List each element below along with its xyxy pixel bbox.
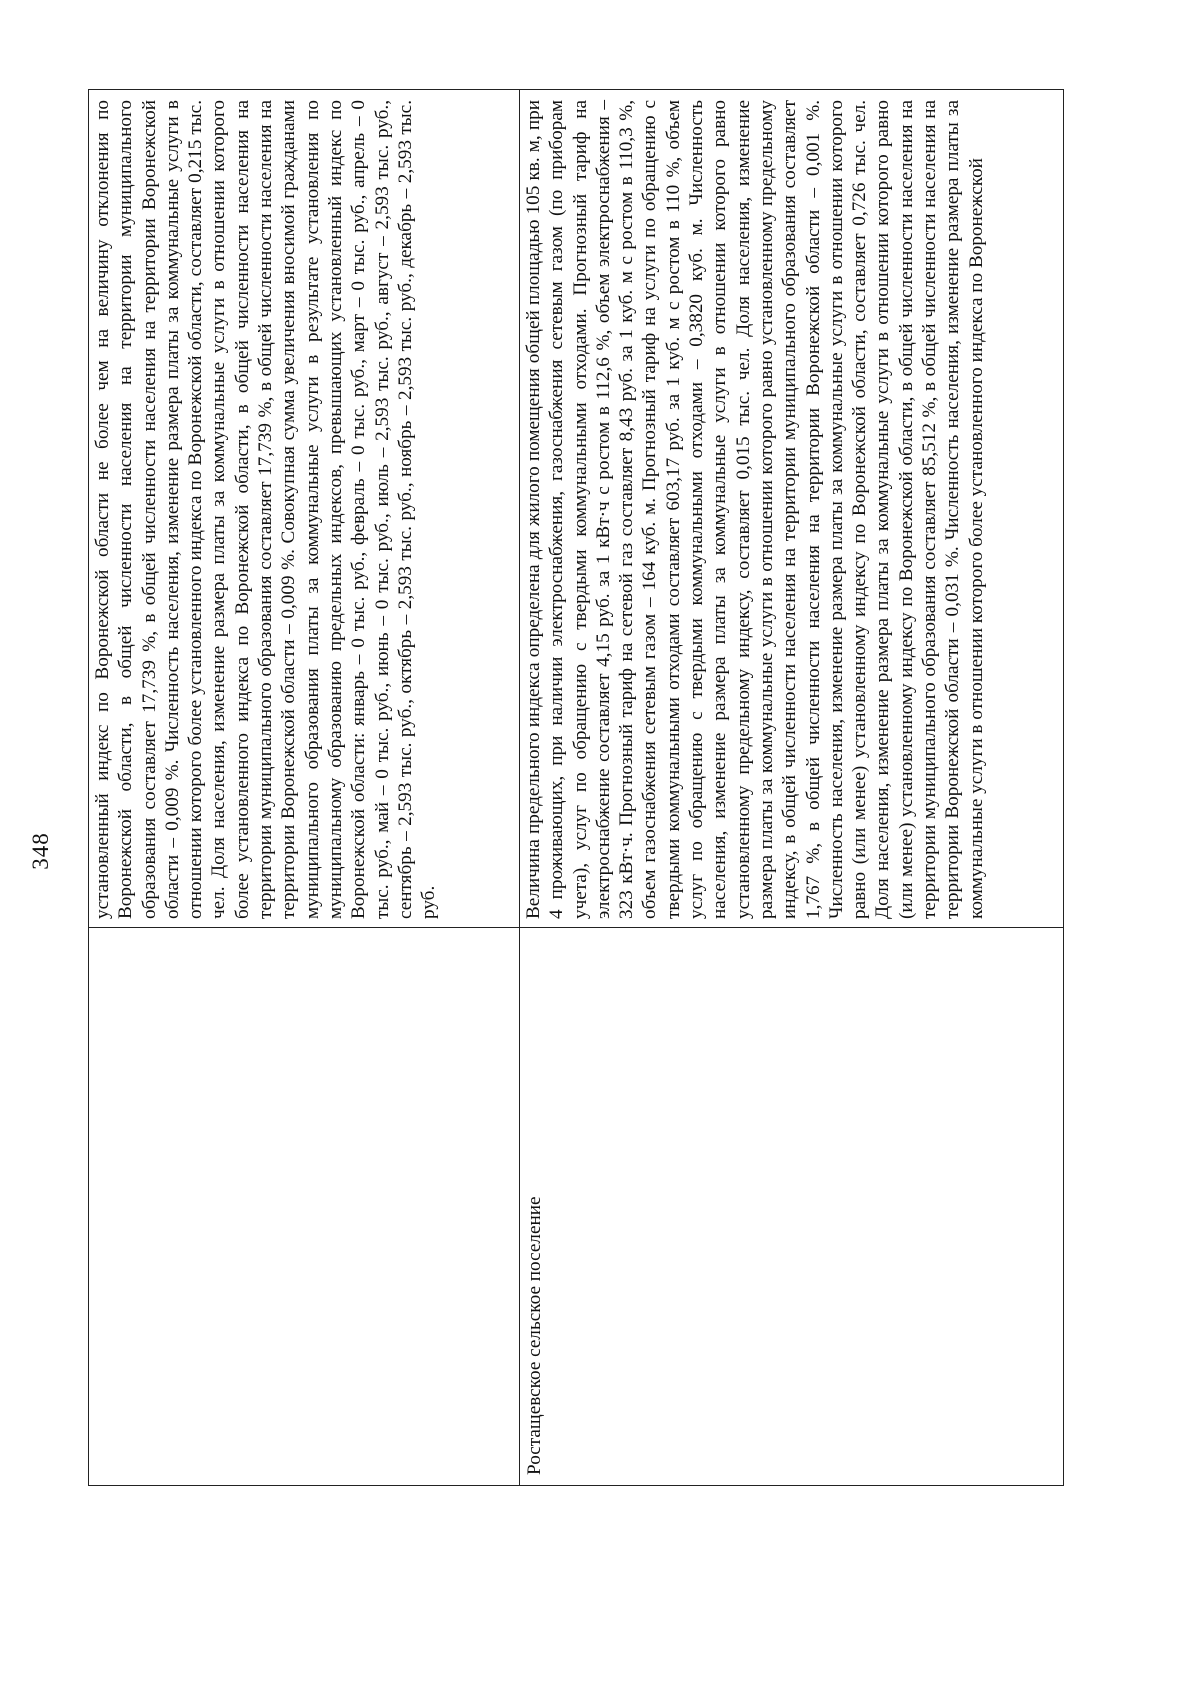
description-cell: Величина предельного индекса определена для жилого помещения общей площадью 105 кв. м, при 4 проживающих, при наличии электроснабжения, газоснабжения сетевым газом (по приборам учета), услуг по обращению с твердыми коммунальными отходами. Прогнозный тариф на электроснабжение составляет 4,15 руб. за 1 кВт·ч с ростом в 112,6 %, объем электроснабжения – 323 кВт·ч. Прогнозный тариф на сетевой газ составляет 8,43 руб. за 1 куб. м с ростом в 110,3 %, объем газоснабжения сетевым газом – 164 куб. м. Прогнозный тариф на услуги по обращению с твердыми коммунальными отходами составляет 603,17 руб. за 1 куб. м с ростом в 110 %, объем услуг по обращению с твердыми коммунальными отходами – 0,3820 куб. м. Численность населения, изменение размера платы за коммунальные услуги в отношении которого равно установленному предельному индексу, составляет 0,015 тыс. чел. Доля населения, изменение размера платы за коммунальные услуги в отношении которого равно установленному предельному индексу, в общей численности населения на территории муниципального образования составляет 1,767 %, в общей численности населения на территории Воронежской области – 0,001 %. Численность населения, изменение размера платы за коммунальные услуги в отношении которого равно (или менее) установленному индексу по Воронежской области, составляет 0,726 тыс. чел. Доля населения, изменение размера платы за коммунальные услуги в отношении которого равно (или менее) установленному индексу по Воронежской области, в общей численности населения на территории муниципального образования составляет 85,512 %, в общей численности населения на территории Воронежской области – 0,031 %. Численность населения, изменение размера платы за коммунальные услуги в отношении которого более установленного индекса по Воронежской — [520, 90, 1064, 928]
table-row — [520, 90, 1064, 1486]
document-table — [88, 89, 1064, 1486]
municipality-name-cell — [89, 928, 520, 1486]
municipality-name-cell: Ростащевское сельское поселение — [520, 928, 1064, 1486]
table-row — [89, 90, 520, 1486]
page-number: 348 — [28, 832, 53, 870]
description-cell: установленный индекс по Воронежской области не более чем на величину отклонения по Воронежской области, в общей численности населения на территории муниципального образования составляет 17,739 %, в общей численности населения на территории Воронежской области – 0,009 %. Численность населения, изменение размера платы за коммунальные услуги в отношении которого более установленного индекса по Воронежской области, составляет 0,215 тыс. чел. Доля населения, изменение размера платы за коммунальные услуги в отношении которого более установленного индекса по Воронежской области, в общей численности населения на территории муниципального образования составляет 17,739 %, в общей численности населения на территории Воронежской области – 0,009 %. Совокупная сумма увеличения вносимой гражданами муниципального образования платы за коммунальные услуги в результате установления по муниципальному образованию предельных индексов, превышающих установленный индекс по Воронежской области: январь – 0 тыс. руб., февраль – 0 тыс. руб., март – 0 тыс. руб., апрель – 0 тыс. руб., май – 0 тыс. руб., июнь – 0 тыс. руб., июль – 2,593 тыс. руб., август – 2,593 тыс. руб., сентябрь – 2,593 тыс. руб., октябрь – 2,593 тыс. руб., ноябрь – 2,593 тыс. руб., декабрь – 2,593 тыс. руб. — [89, 90, 520, 928]
